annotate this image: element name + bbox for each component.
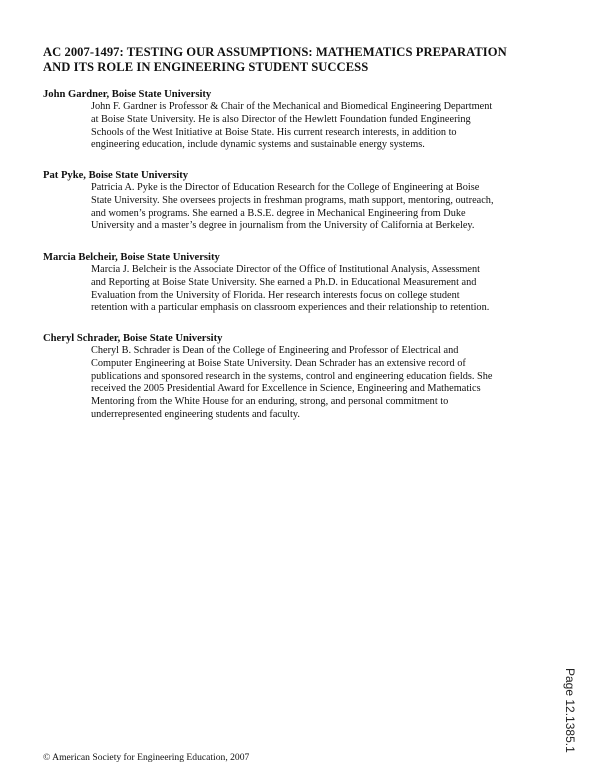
bio-line: publications and sponsored research in the systems, control and engineering education fields. She: [91, 370, 493, 382]
bio-line: State University. She oversees projects in freshman programs, math support, mentoring, outreach,: [91, 194, 494, 206]
bio-line: Marcia J. Belcheir is the Associate Director of the Office of Institutional Analysis, Assessment: [91, 264, 481, 275]
author-bio: [91, 264, 563, 315]
bio-line: Computer Engineering at Boise State University. Dean Schrader has an extensive record of: [91, 357, 466, 369]
paper-title: [43, 45, 563, 75]
author-block-belcheir: [43, 252, 563, 315]
title-line: AND ITS ROLE IN ENGINEERING STUDENT SUCCESS: [43, 60, 369, 74]
author-block-gardner: [43, 89, 563, 152]
bio-line: University and a master’s degree in journalism from the University of California at Berkeley.: [91, 220, 475, 232]
bio-line: and Reporting at Boise State University. She earned a Ph.D. in Educational Measurement and: [91, 276, 477, 288]
author-bio: [91, 101, 563, 152]
bio-line: Cheryl B. Schrader is Dean of the College of Engineering and Professor of Electrical and: [91, 345, 459, 356]
bio-line: Schools of the West Initiative at Boise State. His current research interests, in addition to: [91, 126, 457, 138]
author-block-schrader: [43, 333, 563, 422]
copyright-footer: © American Society for Engineering Education, 2007: [43, 752, 250, 763]
bio-line: and women’s programs. She earned a B.S.E. degree in Mechanical Engineering from Duke: [91, 207, 466, 219]
author-name: Marcia Belcheir, Boise State University: [43, 252, 220, 263]
page-number: [563, 668, 594, 753]
author-block-pyke: [43, 170, 563, 233]
author-name: Cheryl Schrader, Boise State University: [43, 333, 223, 344]
bio-line: retention with a particular emphasis on classroom experiences and their relationship to retention.: [91, 302, 490, 314]
page-number-label: Page 12.1385.1: [563, 668, 577, 753]
bio-line: Evaluation from the University of Florida. Her research interests focus on college student: [91, 289, 460, 301]
bio-line: Mentoring from the White House for an enduring, strong, and personal commitment to: [91, 396, 449, 408]
author-name: Pat Pyke, Boise State University: [43, 170, 189, 181]
author-name: John Gardner, Boise State University: [43, 89, 212, 100]
bio-line: Patricia A. Pyke is the Director of Education Research for the College of Engineering at Boise: [91, 182, 480, 193]
bio-line: at Boise State University. He is also Director of the Hewlett Foundation funded Engineering: [91, 113, 471, 125]
bio-line: John F. Gardner is Professor & Chair of the Mechanical and Biomedical Engineering Department: [91, 101, 493, 112]
bio-line: received the 2005 Presidential Award for Excellence in Science, Engineering and Mathematics: [91, 383, 481, 395]
author-bio: [91, 182, 563, 233]
bio-line: underrepresented engineering students and faculty.: [91, 408, 300, 420]
author-bio: [91, 345, 563, 422]
bio-line: engineering education, include dynamic systems and sustainable energy systems.: [91, 139, 425, 151]
title-line: AC 2007-1497: TESTING OUR ASSUMPTIONS: MATHEMATICS PREPARATION: [43, 45, 507, 59]
